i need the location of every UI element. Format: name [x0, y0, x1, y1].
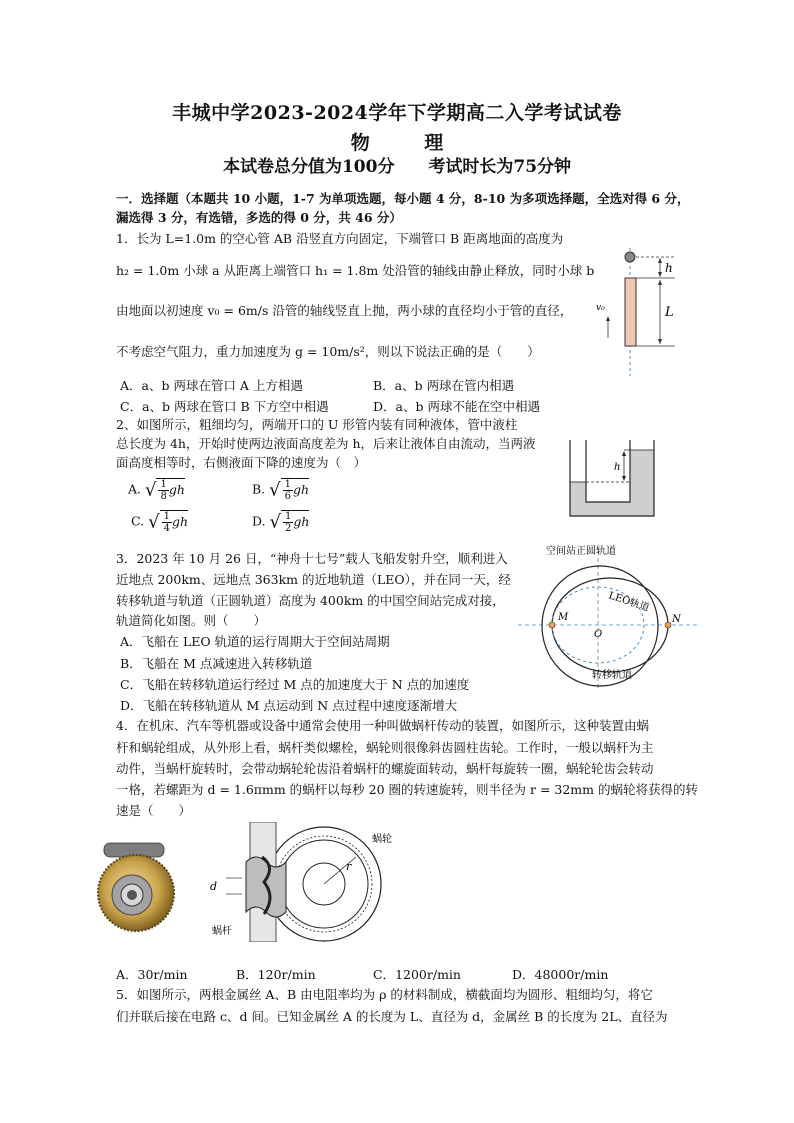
- q2-d-gh: gh: [293, 514, 310, 529]
- q4-line5: 速是（ ）: [116, 803, 192, 818]
- q2-option-a-label: A.: [128, 481, 142, 497]
- q1-fig-h: h: [665, 261, 673, 275]
- q3-fig-m: M: [558, 612, 569, 623]
- q4-worm-gear-photo: [96, 835, 188, 935]
- q4-option-b: B．120r/min: [236, 967, 316, 982]
- q2-option-d: D. √ $\frac{1}{2}gh$: [252, 511, 310, 534]
- q4-option-d: D．48000r/min: [512, 967, 609, 982]
- q3-option-b: B．飞船在 M 点减速进入转移轨道: [120, 656, 313, 671]
- q2-u-tube-figure: [566, 440, 666, 520]
- q2-option-b-label: B.: [252, 481, 266, 497]
- q4-line4: 一格，若螺距为 d = 1.6πmm 的蜗杆以每秒 20 圈的转速旋转，则半径为 r = 32mm 的蜗轮将获得的转: [116, 782, 698, 797]
- q2-c-den: 4: [163, 523, 170, 534]
- q5-line1: 5．如图所示，两根金属丝 A、B 由电阻率均为 ρ 的材料制成，横截面均为圆形、粗细均匀，将它: [116, 987, 653, 1002]
- q3-option-c: C．飞船在转移轨道运行经过 M 点的加速度大于 N 点的加速度: [120, 677, 470, 692]
- q3-option-a: A．飞船在 LEO 轨道的运行周期大于空间站周期: [120, 634, 390, 649]
- q2-option-d-label: D.: [252, 513, 266, 529]
- q2-option-a: A. √ $\frac{1}{8}gh$: [128, 479, 185, 502]
- q3-fig-o: O: [594, 629, 603, 640]
- q1-option-a: A．a、b 两球在管口 A 上方相遇: [120, 378, 303, 393]
- q3-fig-transfer: 转移轨道: [592, 670, 632, 681]
- q1-fig-l: L: [665, 305, 674, 320]
- q3-fig-n: N: [672, 614, 681, 625]
- q4-fig-r: r: [346, 860, 352, 873]
- q4-option-a: A．30r/min: [116, 967, 188, 982]
- q4-fig-worm: 蜗杆: [212, 926, 232, 937]
- exam-title: 丰城中学2023-2024学年下学期高二入学考试试卷: [172, 102, 622, 124]
- q1-line3: 由地面以初速度 v₀ = 6m/s 沿管的轴线竖直上抛，两小球的直径均小于管的直径，: [116, 303, 573, 318]
- q2-line1: 2、如图所示，粗细均匀，两端开口的 U 形管内装有同种液体，管中液柱: [116, 417, 518, 432]
- q2-c-num: 1: [163, 511, 170, 522]
- q5-line2: 们并联后接在电路 c、d 间。已知金属丝 A 的长度为 L、直径为 d，金属丝 B 的长度为 2L、直径为: [116, 1009, 668, 1024]
- q3-line1: 3．2023 年 10 月 26 日，“神舟十七号”载人飞船发射升空，顺利进入: [116, 551, 508, 566]
- q1-line4: 不考虑空气阻力，重力加速度为 g = 10m/s²，则以下说法正确的是（ ）: [116, 344, 540, 359]
- section-heading-line1: 一．选择题（本题共 10 小题，1-7 为单项选题，每小题 4 分，8-10 为多项选择题，全选对得 6 分，: [116, 191, 690, 206]
- exam-info: [0, 152, 794, 177]
- q2-a-gh: gh: [168, 482, 185, 497]
- q4-line3: 动件，当蜗杆旋转时，会带动蜗轮轮齿沿着蜗杆的螺旋面转动，蜗杆每旋转一圈，蜗轮轮齿会转动: [116, 761, 654, 776]
- q1-option-b: B．a、b 两球在管内相遇: [373, 378, 515, 393]
- q4-option-c: C．1200r/min: [373, 967, 461, 982]
- total-score: 本试卷总分值为100分: [222, 157, 395, 177]
- q3-line4: 轨道简化如图。则（ ）: [116, 613, 267, 628]
- q3-line3: 转移轨道与轨道（正圆轨道）高度为 400km 的中国空间站完成对接，: [116, 593, 505, 608]
- q3-fig-station-orbit: 空间站正圆轨道: [546, 546, 616, 557]
- q2-d-den: 2: [285, 523, 292, 534]
- q2-b-gh: gh: [293, 482, 310, 497]
- q3-line2: 近地点 200km、远地点 363km 的近地轨道（LEO），并在同一天，经: [116, 572, 511, 587]
- q1-line2: h₂ = 1.0m 小球 a 从距离上端管口 h₁ = 1.8m 处沿管的轴线由静止释放，同时小球 b: [116, 263, 595, 278]
- q2-d-num: 1: [285, 511, 292, 522]
- q4-line2: 杆和蜗轮组成，从外形上看，蜗杆类似螺栓，蜗轮则很像斜齿圆柱齿轮。工作时，一般以蜗杆为主: [116, 740, 654, 755]
- q2-fig-h: h: [614, 462, 621, 473]
- q4-worm-gear-diagram: [206, 822, 396, 942]
- q2-b-num: 1: [284, 479, 292, 490]
- exam-subject: 物 理: [350, 132, 468, 154]
- q3-orbit-figure: [518, 540, 698, 690]
- q2-option-c: C. √ $\frac{1}{4}gh$: [131, 511, 188, 534]
- q2-option-c-label: C.: [131, 513, 145, 529]
- q2-line3: 面高度相等时，右侧液面下降的速度为（ ）: [116, 455, 367, 470]
- q2-b-den: 6: [284, 491, 292, 502]
- q1-fig-v0: v₀: [596, 303, 605, 313]
- q2-option-b: B. √ $\frac{1}{6}gh$: [252, 479, 310, 502]
- q1-line1: 1．长为 L=1.0m 的空心管 AB 沿竖直方向固定，下端管口 B 距离地面的高度为: [116, 231, 564, 246]
- section-heading-line2: 漏选得 3 分，有选错，多选的得 0 分，共 46 分）: [116, 210, 402, 225]
- q1-option-d: D．a、b 两球不能在空中相遇: [373, 399, 540, 414]
- q3-fig-leo: LEO轨道: [607, 590, 651, 614]
- q2-c-gh: gh: [171, 514, 188, 529]
- duration: 考试时长为75分钟: [428, 157, 572, 177]
- q1-option-c: C．a、b 两球在管口 B 下方空中相遇: [120, 399, 329, 414]
- q2-line2: 总长度为 4h，开始时使两边液面高度差为 h，后来让液体自由流动，当两液: [116, 436, 536, 451]
- q4-line1: 4．在机床、汽车等机器或设备中通常会使用一种叫做蜗杆传动的装置，如图所示，这种装置由蜗: [116, 718, 649, 733]
- q4-fig-worm-wheel: 蜗轮: [372, 834, 392, 845]
- q4-fig-d: d: [210, 880, 218, 893]
- q3-option-d: D．飞船在转移轨道从 M 点运动到 N 点过程中速度逐渐增大: [120, 698, 458, 713]
- q2-a-num: 1: [160, 479, 167, 490]
- q2-a-den: 8: [160, 491, 167, 502]
- q1-tube-figure: [590, 248, 690, 378]
